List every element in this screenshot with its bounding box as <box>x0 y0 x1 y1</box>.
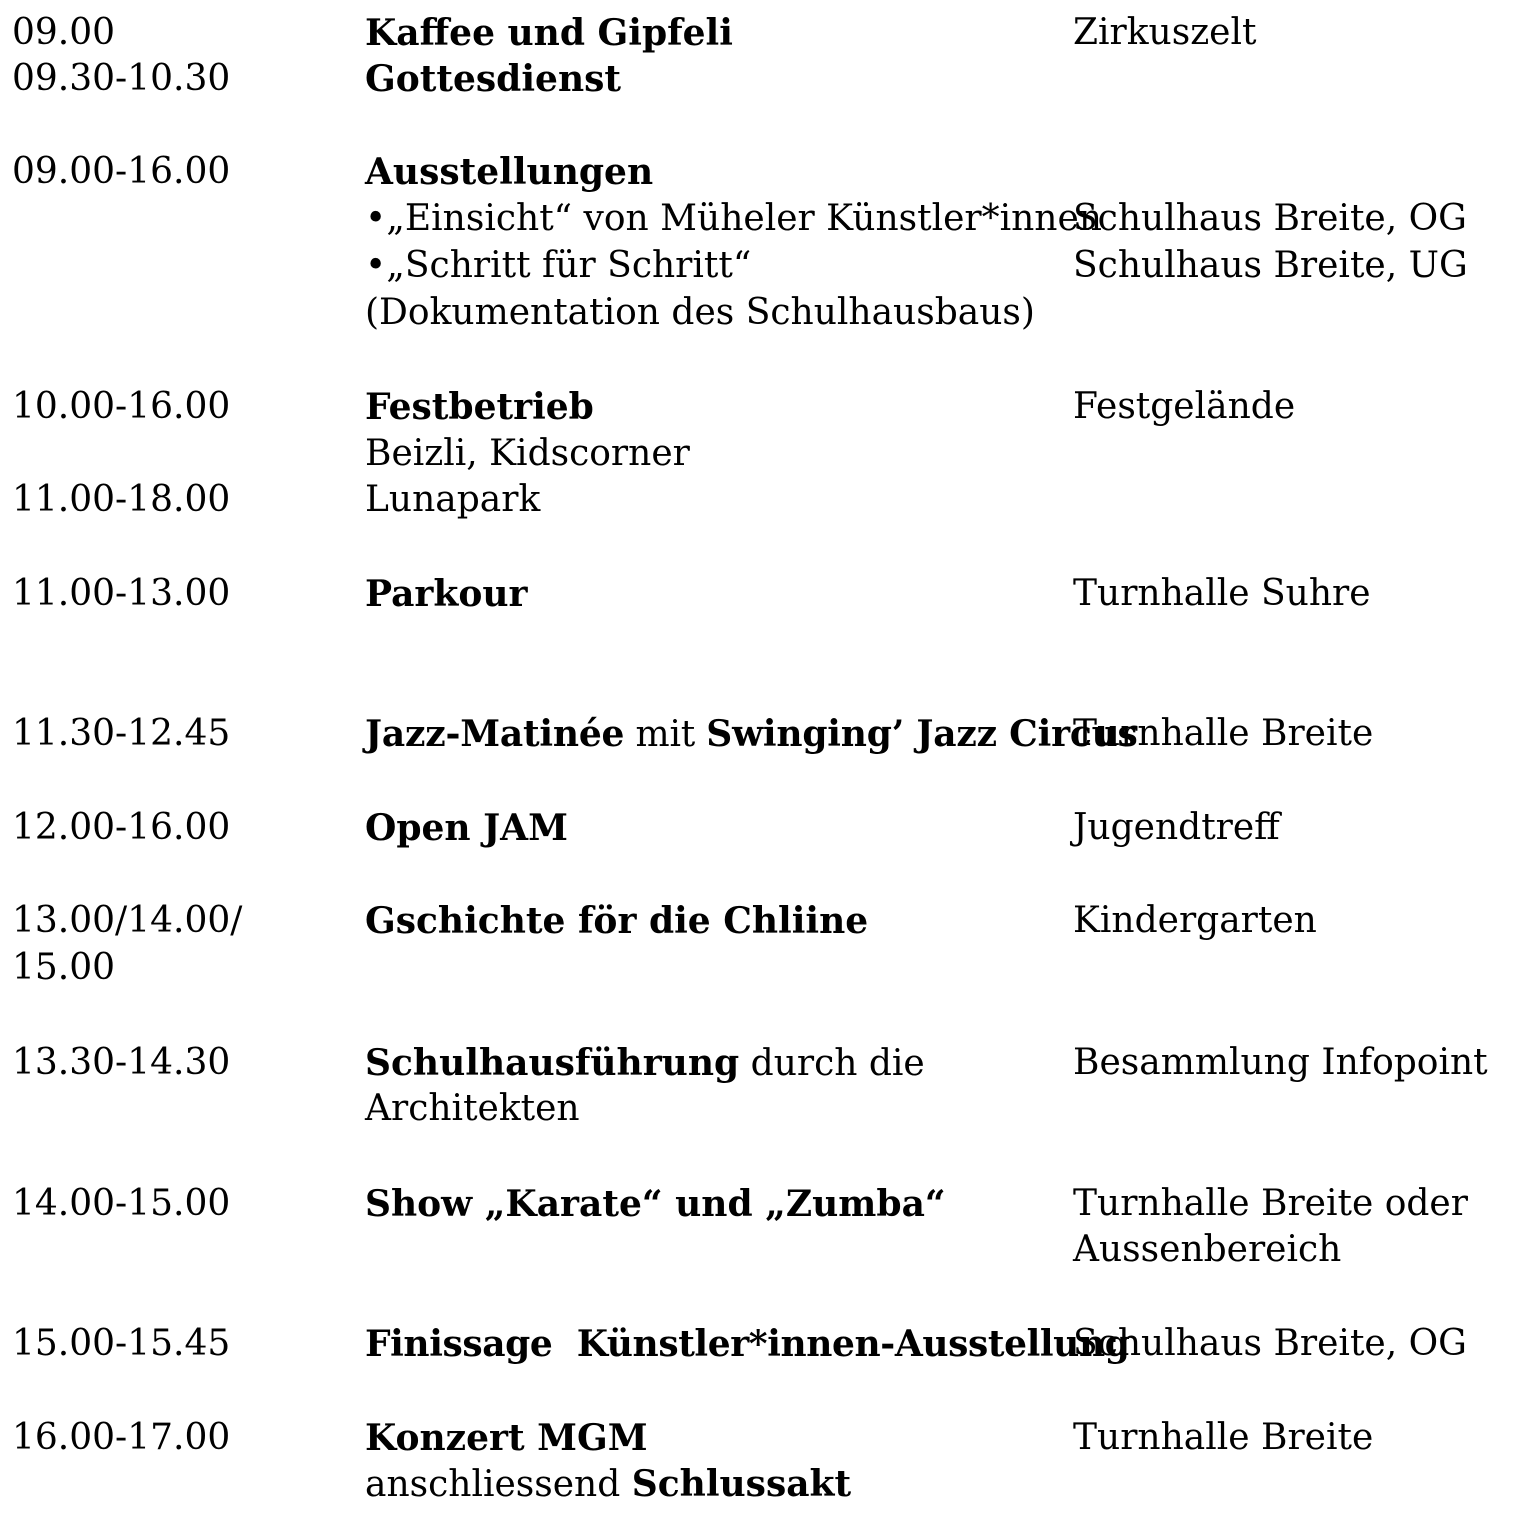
location-show-line2: Aussenbereich <box>1073 1229 1342 1270</box>
time-open-jam: 12.00-16.00 <box>12 807 231 848</box>
location-parkour: Turnhalle Suhre <box>1073 573 1371 614</box>
event-show: Show „Karate“ und „Zumba“ <box>365 1183 946 1225</box>
event-parkour: Parkour <box>365 573 528 615</box>
location-open-jam: Jugendtreff <box>1073 807 1280 848</box>
event-festbetrieb: Festbetrieb <box>365 386 594 428</box>
event-ausstellungen: Ausstellungen <box>365 151 654 193</box>
location-show-line1: Turnhalle Breite oder <box>1073 1183 1468 1224</box>
time-fuehrung: 13.30-14.30 <box>12 1042 231 1083</box>
time-konzert: 16.00-17.00 <box>12 1417 231 1458</box>
event-open-jam: Open JAM <box>365 807 568 849</box>
event-konzert: Konzert MGM <box>365 1417 648 1459</box>
location-festbetrieb: Festgelände <box>1073 386 1296 427</box>
location-fuehrung: Besammlung Infopoint <box>1073 1042 1488 1083</box>
event-kaffee: Kaffee und Gipfeli <box>365 12 733 54</box>
location-einsicht: Schulhaus Breite, OG <box>1073 198 1467 239</box>
exhibition-item-einsicht: •„Einsicht“ von Müheler Künstler*innen <box>365 198 1102 239</box>
location-gschichte: Kindergarten <box>1073 900 1317 941</box>
location-schritt: Schulhaus Breite, UG <box>1073 245 1468 286</box>
time-show: 14.00-15.00 <box>12 1183 231 1224</box>
event-schlussakt: anschliessend Schlussakt <box>365 1463 852 1505</box>
time-festbetrieb: 10.00-16.00 <box>12 386 231 427</box>
time-lunapark: 11.00-18.00 <box>12 479 231 520</box>
location-kaffee: Zirkuszelt <box>1073 12 1257 53</box>
time-parkour: 11.00-13.00 <box>12 573 231 614</box>
time-gschichte-line2: 15.00 <box>12 947 116 988</box>
location-finissage: Schulhaus Breite, OG <box>1073 1323 1467 1364</box>
event-jazz: Jazz-Matinée mit Swinging’ Jazz Circus <box>365 713 1138 755</box>
event-fuehrung-line2: Architekten <box>365 1088 580 1129</box>
time-jazz: 11.30-12.45 <box>12 713 231 754</box>
event-lunapark: Lunapark <box>365 479 541 520</box>
exhibition-item-doku: (Dokumentation des Schulhausbaus) <box>365 292 1035 333</box>
time-kaffee: 09.00 <box>12 12 116 53</box>
event-gschichte: Gschichte för die Chliine <box>365 900 869 942</box>
time-gottesdienst: 09.30-10.30 <box>12 58 231 99</box>
time-ausstellungen: 09.00-16.00 <box>12 151 231 192</box>
event-gottesdienst: Gottesdienst <box>365 58 622 100</box>
detail-festbetrieb: Beizli, Kidscorner <box>365 433 690 474</box>
event-finissage: Finissage Künstler*innen-Ausstellung <box>365 1323 1130 1365</box>
time-finissage: 15.00-15.45 <box>12 1323 231 1364</box>
event-fuehrung: Schulhausführung durch die <box>365 1042 925 1084</box>
location-jazz: Turnhalle Breite <box>1073 713 1374 754</box>
exhibition-item-schritt: •„Schritt für Schritt“ <box>365 245 752 286</box>
location-konzert: Turnhalle Breite <box>1073 1417 1374 1458</box>
time-gschichte-line1: 13.00/14.00/ <box>12 900 243 941</box>
